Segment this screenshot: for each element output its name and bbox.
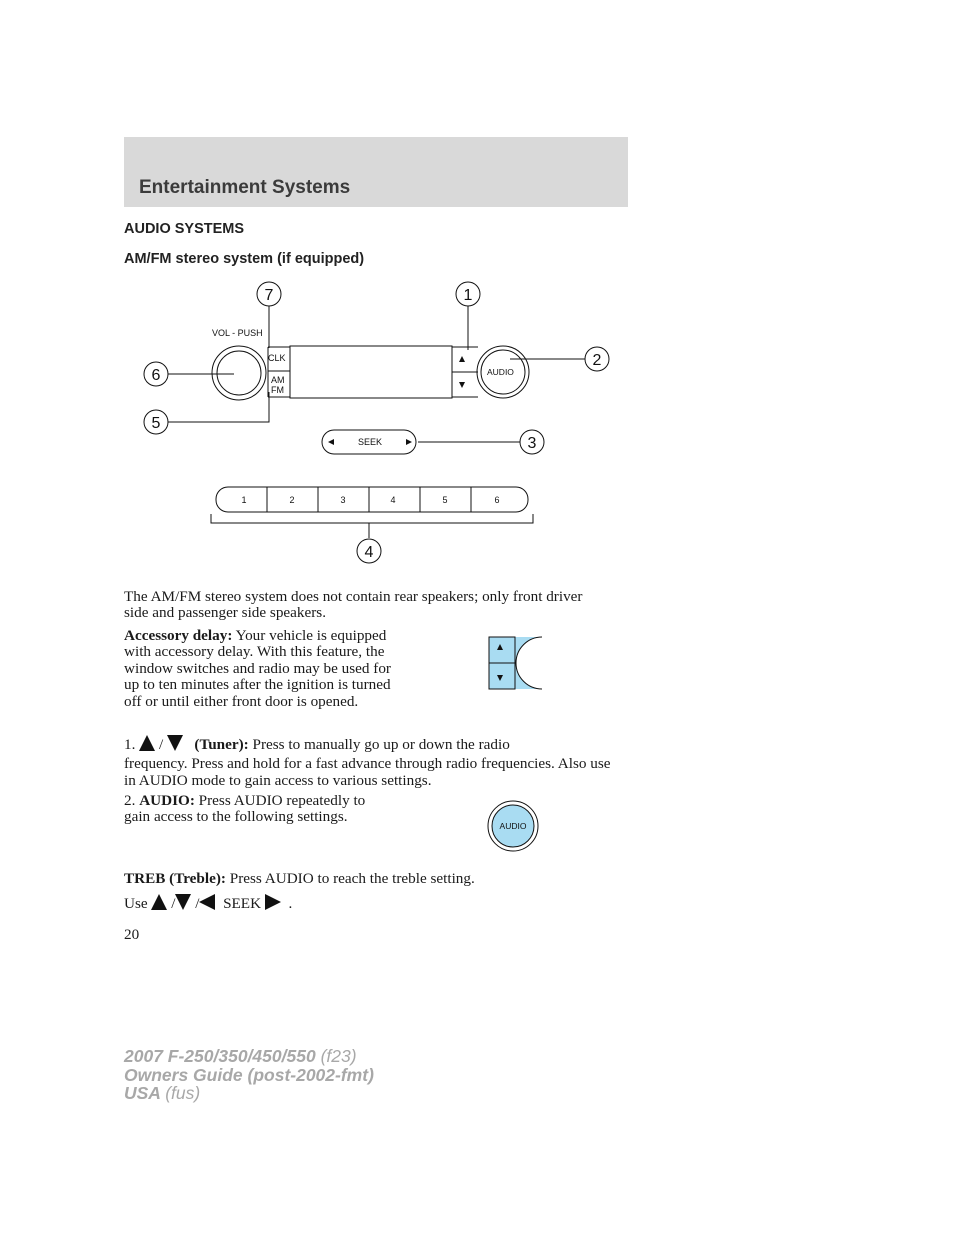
tuner-buttons-image [488,636,544,692]
callout-2: 2 [592,352,602,369]
volume-knob-outer [212,346,266,400]
audio-number: 2. [124,792,136,809]
tuner-text-1: Press to manually go up or down the radio [248,736,510,753]
callout-6: 6 [151,367,161,384]
footer-model-code: (f23) [320,1046,357,1066]
accessory-delay-text: Your vehicle is equipped with accessory delay. With this feature, the window switches and radio may be used for up to ten minutes after the ignition is turned off or until either front door is opened. [124,627,391,710]
display-panel [290,346,452,398]
preset-bracket [211,514,533,523]
callout-5: 5 [151,415,161,432]
accessory-delay-paragraph [124,628,399,710]
callout-4: 4 [364,544,374,561]
treble-text: Press AUDIO to reach the treble setting. [225,870,475,887]
am-label: AM [271,375,285,385]
up-arrow-icon [151,894,167,910]
preset-bar [216,487,528,512]
treble-paragraph [124,871,614,887]
volume-knob-inner [217,351,261,395]
audio-paragraph [124,793,384,826]
use-end: . [288,895,293,912]
callout-1: 1 [463,287,473,304]
intro-paragraph: The AM/FM stereo system does not contain rear speakers; only front driver side and passenger side speakers. [124,588,583,622]
seek-label: SEEK [358,437,383,447]
use-line [124,894,424,912]
preset-1: 1 [241,495,247,505]
audio-button-image [486,799,540,853]
audio-text: Press AUDIO repeatedly to gain access to the following settings. [124,792,366,826]
footer-model: 2007 F-250/350/450/550 [124,1046,316,1066]
section-title: Entertainment Systems [139,177,351,198]
preset-5: 5 [442,495,448,505]
callout-7: 7 [264,287,274,304]
heading-audio-systems: AUDIO SYSTEMS [124,221,245,237]
footer [124,1047,374,1103]
accessory-delay-label: Accessory delay: [124,627,233,644]
footer-region-code: (fus) [165,1083,201,1103]
vol-push-label: VOL - PUSH [212,328,263,338]
preset-6: 6 [494,495,500,505]
up-arrow-icon [139,735,155,751]
radio-diagram [130,278,620,570]
audio-knob-label: AUDIO [487,367,514,377]
audio-label: AUDIO: [139,792,195,809]
fm-label: FM [271,385,284,395]
tuner-number: 1. [124,736,136,753]
down-arrow-icon [175,894,191,910]
footer-region: USA [124,1083,161,1103]
use-text: Use [124,895,148,912]
preset-2: 2 [289,495,295,505]
down-arrow-icon [167,735,183,751]
tuner-separator: / [158,736,164,753]
tuner-text-2: frequency. Press and hold for a fast advance through radio frequencies. Also use in AUDIO mode to gain access to various settings. [124,755,611,789]
footer-guide: Owners Guide (post-2002-fmt) [124,1064,374,1085]
audio-image-label: AUDIO [499,821,527,831]
use-separator-1: / [171,895,176,912]
clk-label: CLK [268,353,286,363]
use-seek: SEEK [223,895,262,912]
preset-4: 4 [390,495,396,505]
use-separator-2: / [195,895,200,912]
page-number: 20 [124,926,140,943]
preset-3: 3 [340,495,346,505]
right-arrow-icon [265,894,281,910]
heading-am-fm-stereo: AM/FM stereo system (if equipped) [124,251,365,267]
treble-label: TREB (Treble): [124,870,226,887]
tuner-paragraph [124,735,614,789]
callout-3: 3 [527,435,537,452]
left-arrow-icon [199,894,215,910]
tuner-label: (Tuner): [194,736,249,753]
